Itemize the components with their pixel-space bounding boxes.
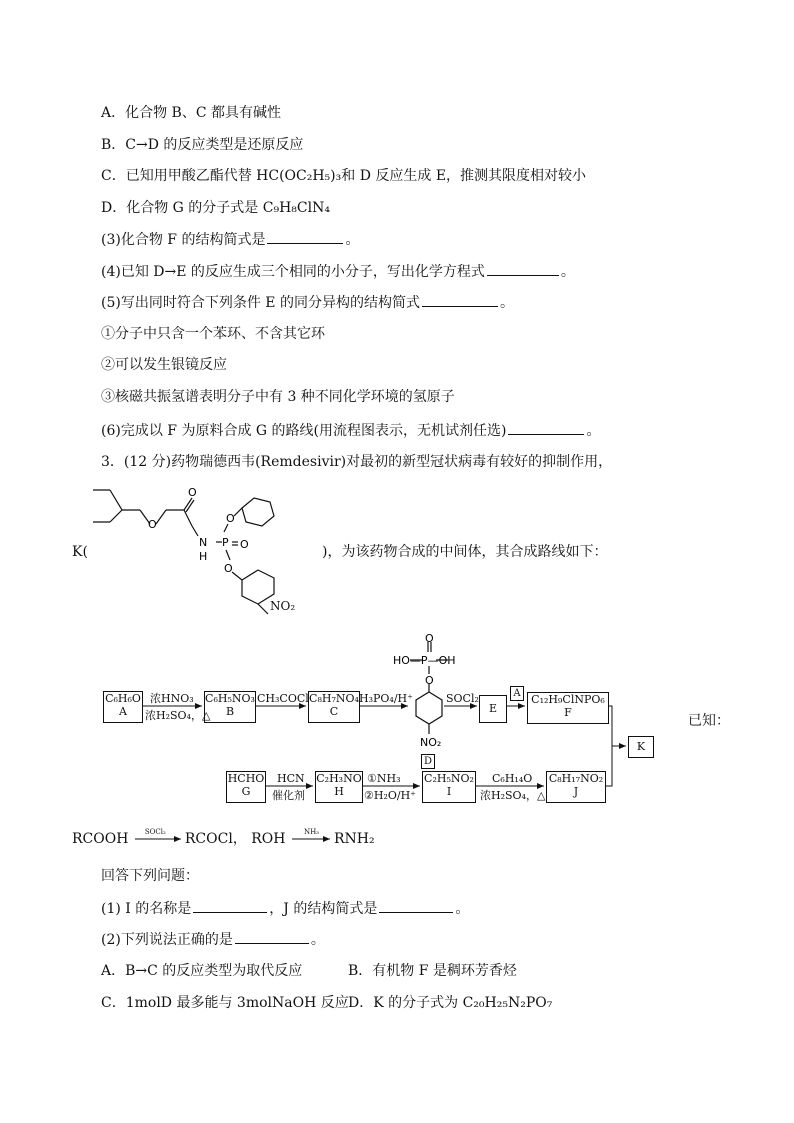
q3-1-text-b: ，J 的结构简式是	[269, 901, 378, 917]
route-box-e: E	[479, 695, 507, 723]
q3-2-line	[101, 929, 325, 950]
rule1-right: RCOCl	[184, 831, 233, 847]
end-mark: 。	[455, 901, 470, 917]
q3-1-line	[101, 898, 469, 919]
q4-text: (4)已知 D→E 的反应生成三个相同的小分子，写出化学方程式	[101, 264, 485, 280]
question-3-header: 3．(12 分)药物瑞德西韦(Remdesivir)对最初的新型冠状病毒有较好的抑制作用，	[101, 454, 613, 470]
route-box-k: K	[628, 736, 654, 758]
answer-blank[interactable]	[508, 420, 584, 435]
question-4-line	[101, 261, 575, 282]
rule2-left: ROH	[251, 831, 286, 847]
reagent-g-h-bottom: 催化剂	[272, 789, 305, 802]
q3-option-a: A．B→C 的反应类型为取代反应	[101, 963, 303, 979]
reagent-b-c-top: CH₃COCl	[257, 692, 309, 705]
reagent-i-j-bottom: 浓H₂SO₄，△	[480, 789, 546, 802]
k-phenoxy-o: O	[226, 512, 235, 525]
k-suffix: )，为该药物合成的中间体，其合成路线如下：	[322, 544, 608, 560]
k-phosphorus: P	[222, 536, 229, 549]
q3-text: (3)化合物 F 的结构简式是	[101, 232, 266, 248]
question-5-line	[101, 292, 514, 313]
answer-blank[interactable]	[422, 292, 498, 307]
route-box-f: C₁₂H₉ClNPO₆ F	[527, 692, 609, 724]
d-nitro: NO₂	[420, 736, 442, 749]
reagent-e-f-top: A	[510, 686, 524, 701]
k-aryloxy-o: O	[224, 562, 233, 575]
reagent-h-i-top: ①NH₃	[367, 772, 401, 785]
reagent-a-b-bottom: 浓H₂SO₄，△	[145, 709, 211, 722]
end-mark: 。	[345, 232, 360, 248]
answer-blank[interactable]	[193, 898, 267, 913]
route-box-i: C₂H₅NO₂ I	[422, 771, 476, 803]
q6-text: (6)完成以 F 为原料合成 G 的路线(用流程图表示，无机试剂任选)	[101, 423, 507, 439]
k-ester-o: O	[148, 518, 157, 531]
condition-1: ①分子中只含一个苯环、不含其它环	[101, 326, 325, 342]
end-mark: 。	[310, 932, 325, 948]
rule-comma: ，	[232, 831, 247, 847]
q3-1-text-a: (1) I 的名称是	[101, 901, 192, 917]
k-nh-n: N	[199, 536, 208, 549]
reagent-a-b-top: 浓HNO₃	[150, 692, 194, 705]
route-box-j: C₈H₁₇NO₂ J	[546, 771, 606, 803]
rule2-right: RNH₂	[333, 831, 375, 847]
answer-blank[interactable]	[235, 929, 309, 944]
rule1-arrow	[133, 828, 185, 846]
reagent-i-j-top: C₆H₁₄O	[492, 772, 533, 785]
answer-blank[interactable]	[487, 261, 559, 276]
answer-prompt: 回答下列问题：	[101, 868, 199, 884]
route-box-c: C₈H₇NO₄ C	[308, 691, 360, 723]
k-nitro-label: NO₂	[270, 599, 296, 613]
known-label: 已知：	[688, 713, 730, 729]
known-rules	[72, 829, 375, 849]
k-structure-diagram	[88, 480, 328, 610]
reagent-g-h-top: HCN	[277, 772, 305, 785]
d-phosphate-link-o: O	[425, 674, 434, 687]
route-box-h: C₂H₃NO H	[315, 771, 363, 803]
route-box-d: D	[421, 754, 435, 769]
route-box-a: C₆H₆O A	[103, 691, 143, 723]
rule1-left: RCOOH	[72, 831, 129, 847]
option-b: B．C→D 的反应类型是还原反应	[101, 137, 304, 153]
condition-2: ②可以发生银镜反应	[101, 357, 227, 373]
q3-2-text: (2)下列说法正确的是	[101, 932, 233, 948]
q3-option-d: D．K 的分子式为 C₂₀H₂₅N₂PO₇	[348, 995, 553, 1011]
q3-option-c: C．1molD 最多能与 3molNaOH 反应	[101, 995, 349, 1011]
end-mark: 。	[560, 264, 575, 280]
route-box-b: C₆H₅NO₃ B	[204, 691, 256, 723]
option-d: D．化合物 G 的分子式是 C₉H₈ClN₄	[101, 200, 330, 216]
q3-option-b: B．有机物 F 是稠环芳香烃	[348, 963, 517, 979]
rule2-arrow	[290, 828, 334, 846]
reagent-h-i-bottom: ②H₂O/H⁺	[364, 789, 416, 802]
reagent-c-d-top: H₃PO₄/H⁺	[359, 692, 413, 705]
answer-blank[interactable]	[379, 898, 453, 913]
d-phosphate-group: HO—P—OH	[393, 654, 456, 667]
question-3-line	[101, 229, 359, 250]
d-phosphate-o-top: O	[425, 632, 434, 645]
option-a: A．化合物 B、C 都具有碱性	[101, 105, 282, 121]
option-c: C．已知用甲酸乙酯代替 HC(OC₂H₅)₃和 D 反应生成 E，推测其限度相对较小	[101, 168, 587, 184]
rule1-reagent: SOCl₂	[144, 828, 166, 836]
k-nh-h: H	[199, 550, 208, 563]
reagent-d-e-top: SOCl₂	[446, 692, 479, 705]
q5-text: (5)写出同时符合下列条件 E 的同分异构的结构简式	[101, 295, 420, 311]
k-prefix: K(	[72, 544, 88, 560]
end-mark: 。	[499, 295, 514, 311]
answer-blank[interactable]	[267, 229, 343, 244]
rule2-reagent: NH₃	[303, 828, 319, 836]
k-po-o: O	[240, 538, 249, 551]
k-carbonyl-o: O	[188, 486, 197, 499]
question-6-line	[101, 420, 600, 441]
condition-3: ③核磁共振氢谱表明分子中有 3 种不同化学环境的氢原子	[101, 389, 455, 405]
end-mark: 。	[586, 423, 601, 439]
route-box-g: HCHO G	[226, 771, 266, 803]
